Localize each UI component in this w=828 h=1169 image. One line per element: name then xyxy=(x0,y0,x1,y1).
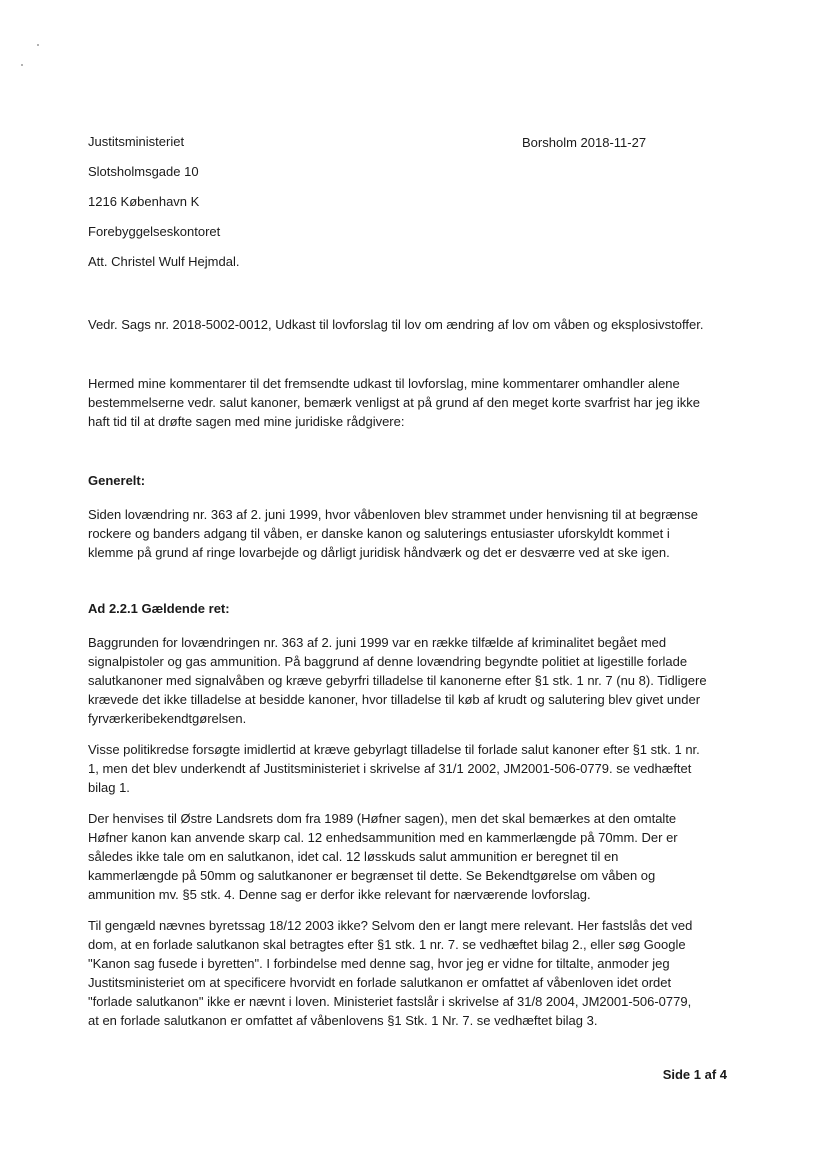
scan-speck xyxy=(37,44,39,46)
paragraph-line: kammerlængde på 50mm og salutkanoner er begrænset til dette. Se Bekendtgørelse om våben og xyxy=(88,868,656,883)
intro-line: Hermed mine kommentarer til det fremsendte udkast til lovforslag, mine kommentarer omhandler alene xyxy=(88,376,680,391)
paragraph-line: krævede det ikke tilladelse at besidde kanoner, hvor tilladelse til køb af krudt og salutering blev givet under xyxy=(88,692,701,707)
recipient-name: Justitsministeriet xyxy=(88,134,185,149)
paragraph-line: Baggrunden for lovændringen nr. 363 af 2. juni 1999 var en række tilfælde af kriminalitet begået med xyxy=(88,635,667,650)
recipient-office: Forebyggelseskontoret xyxy=(88,224,221,239)
intro-line: bestemmelserne vedr. salut kanoner, bemærk venligst at på grund af den meget korte svarfrist har jeg ikke xyxy=(88,395,701,410)
paragraph-line: "Kanon sag fusede i byretten". I forbindelse med denne sag, hvor jeg er vidne for tiltalte, anmoder jeg xyxy=(88,956,670,971)
paragraph-line: ammunition mv. §5 stk. 4. Denne sag er derfor ikke relevant for nærværende lovforslag. xyxy=(88,887,591,902)
current-law-paragraph-3 xyxy=(88,809,738,904)
paragraph-line: fyrværkeribekendtgørelsen. xyxy=(88,711,247,726)
paragraph-line: 1, men det blev underkendt af Justitsministeriet i skrivelse af 31/1 2002, JM2001-506-0779. se vedhæftet xyxy=(88,761,692,776)
general-line: rockere og banders adgang til våben, er danske kanon og saluterings entusiaster uforskyldt kommet i xyxy=(88,526,670,541)
paragraph-line: dom, at en forlade salutkanon skal betragtes efter §1 stk. 1 nr. 7. se vedhæftet bilag 2., eller søg Google xyxy=(88,937,686,952)
section-heading-current-law: Ad 2.2.1 Gældende ret: xyxy=(88,601,230,616)
current-law-paragraph-1 xyxy=(88,633,738,728)
paragraph-line: Visse politikredse forsøgte imidlertid at kræve gebyrlagt tilladelse til forlade salut kanoner efter §1 stk. 1 nr. xyxy=(88,742,700,757)
intro-line: haft tid til at drøfte sagen med mine juridiske rådgivere: xyxy=(88,414,405,429)
paragraph-line: at en forlade salutkanon er omfattet af våbenlovens §1 Stk. 1 Nr. 7. se vedhæftet bilag 3. xyxy=(88,1013,598,1028)
subject-line: Vedr. Sags nr. 2018-5002-0012, Udkast til lovforslag til lov om ændring af lov om våben og eksplosivstoffer. xyxy=(88,317,704,332)
paragraph-line: salutkanoner med signalvåben og kræve gebyrfri tilladelse til kanonerne efter §1 stk. 1 nr. 7 (nu 8). Tidligere xyxy=(88,673,707,688)
paragraph-line: bilag 1. xyxy=(88,780,130,795)
general-line: klemme på grund af ringe lovarbejde og dårligt juridisk håndværk og det er desværre ved at ske igen. xyxy=(88,545,670,560)
current-law-paragraph-2 xyxy=(88,740,738,797)
scan-speck xyxy=(21,64,23,66)
paragraph-line: Der henvises til Østre Landsrets dom fra 1989 (Høfner sagen), men det skal bemærkes at den omtalte xyxy=(88,811,677,826)
page-number: Side 1 af 4 xyxy=(662,1067,727,1082)
recipient-city: 1216 København K xyxy=(88,194,200,209)
paragraph-line: Justitsministeriet om at specificere hvorvidt en forlade salutkanon er omfattet af våbenloven idet ordet xyxy=(88,975,672,990)
recipient-attention: Att. Christel Wulf Hejmdal. xyxy=(88,254,240,269)
section-heading-general: Generelt: xyxy=(88,473,146,488)
intro-paragraph xyxy=(88,374,738,431)
general-line: Siden lovændring nr. 363 af 2. juni 1999, hvor våbenloven blev strammet under henvisning til at begrænse xyxy=(88,507,698,522)
paragraph-line: signalpistoler og gas ammunition. På baggrund af denne lovændring begyndte politiet at ligestille forlade xyxy=(88,654,688,669)
paragraph-line: Til gengæld nævnes byretssag 18/12 2003 ikke? Selvom den er langt mere relevant. Her fastslås det ved xyxy=(88,918,693,933)
paragraph-line: Høfner kanon kan anvende skarp cal. 12 enhedsammunition med en kammerlængde på 70mm. Der er xyxy=(88,830,678,845)
place-date: Borsholm 2018-11-27 xyxy=(522,135,647,150)
paragraph-line: således ikke tale om en salutkanon, idet cal. 12 løsskuds salut ammunition er beregnet til en xyxy=(88,849,619,864)
current-law-paragraph-4 xyxy=(88,916,738,1030)
recipient-street: Slotsholmsgade 10 xyxy=(88,164,199,179)
paragraph-line: "forlade salutkanon" ikke er nævnt i loven. Ministeriet fastslår i skrivelse af 31/8 2004, JM2001-506-0779, xyxy=(88,994,692,1009)
general-paragraph xyxy=(88,505,738,562)
